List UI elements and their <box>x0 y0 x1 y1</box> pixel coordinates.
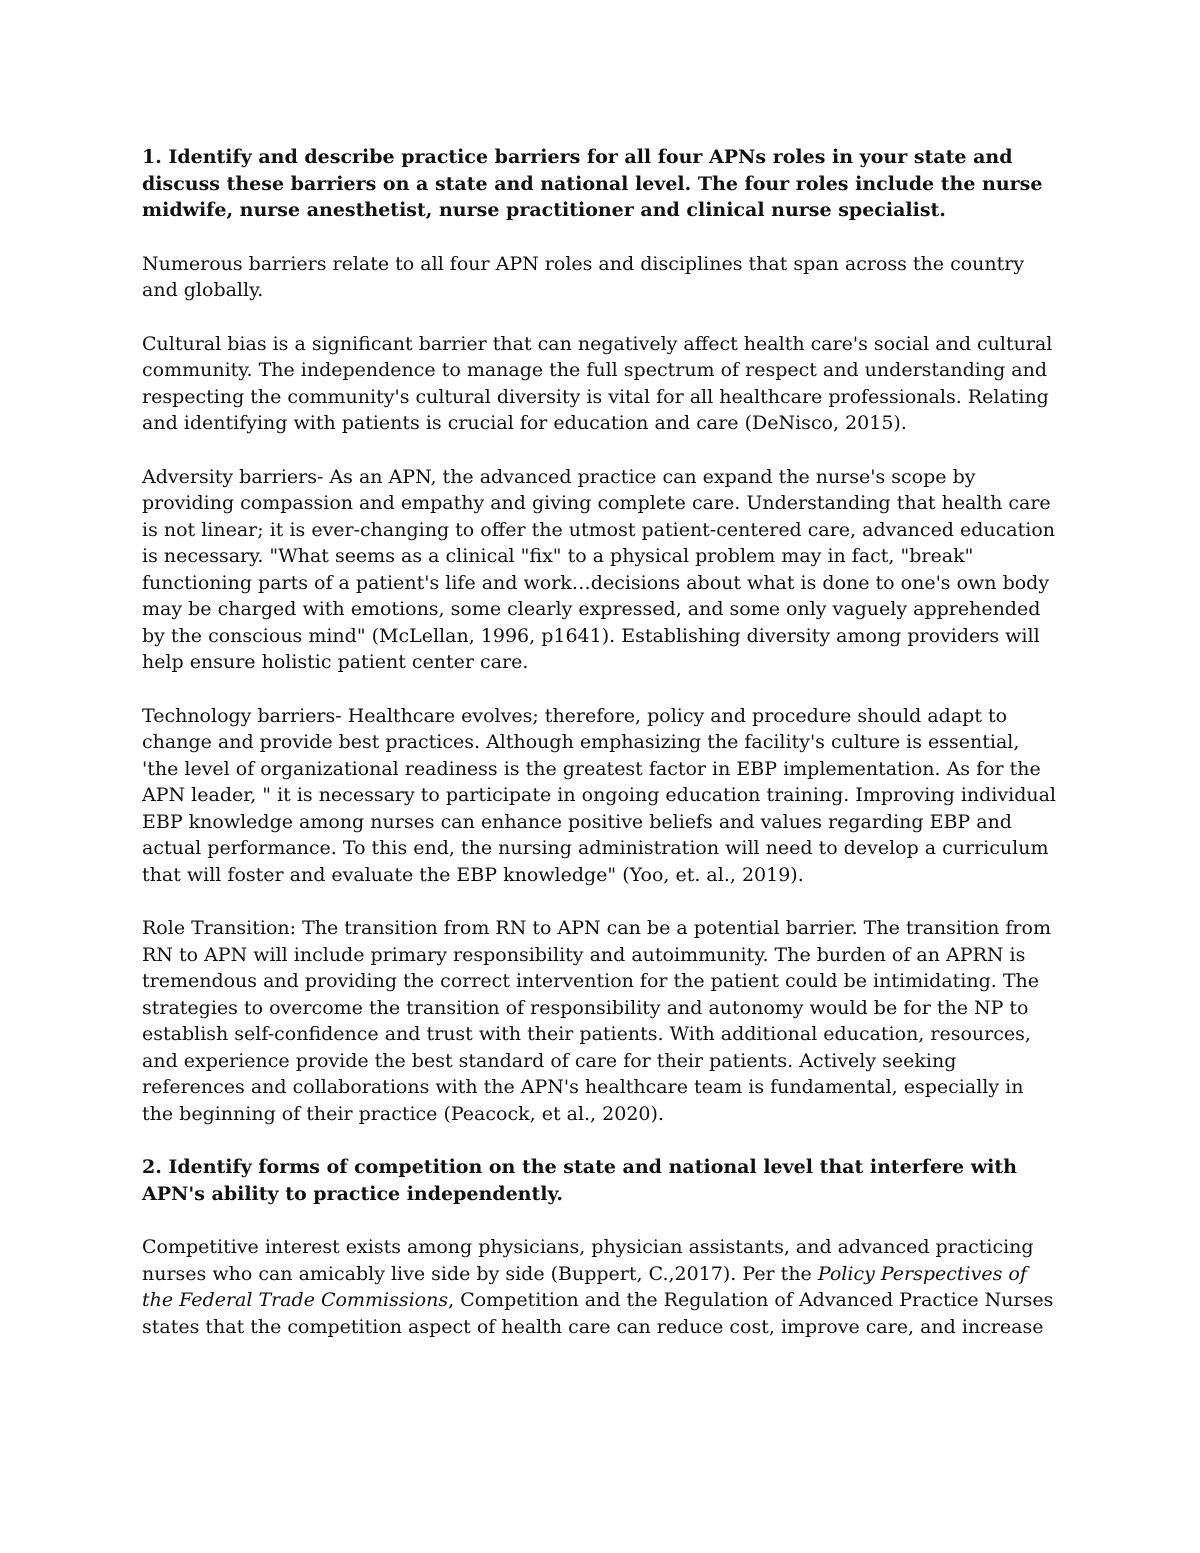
question-1-heading: 1. Identify and describe practice barriers for all four APNs roles in your state and discuss these barriers on a state and national level. The four roles include the nurse midwife, nurse anesthetist, nurse practitioner and clinical nurse specialist. <box>142 146 1043 221</box>
document-page <box>142 144 1060 1367</box>
paragraph-cultural-bias: Cultural bias is a significant barrier that can negatively affect health care's social and cultural community. The independence to manage the full spectrum of respect and understanding and respecting the community's cultural diversity is vital for all healthcare professionals. Relating and identifying with patients is crucial for education and care (DeNisco, 2015). <box>142 332 1053 434</box>
paragraph-competition-text-2: , Competition and the Regulation of Advanced Practice Nurses states that the competition aspect of health care can reduce cost, improve care, and increase <box>142 1289 1054 1338</box>
paragraph-technology-barriers: Technology barriers- Healthcare evolves; therefore, policy and procedure should adapt to change and provide best practices. Although emphasizing the facility's culture is essential, 'the level of organizational readiness is the greatest factor in EBP implementation. As for the APN leader, " it is necessary to participate in ongoing education training. Improving individual EBP knowledge among nurses can enhance positive beliefs and values regarding EBP and actual performance. To this end, the nursing administration will need to develop a curriculum that will foster and evaluate the EBP knowledge" (Yoo, et. al., 2019). <box>142 704 1056 886</box>
policy-title-italic: Policy Perspectives of the Federal Trade Commissions <box>142 1262 1027 1311</box>
paragraph-adversity-barriers: Adversity barriers- As an APN, the advanced practice can expand the nurse's scope by providing compassion and empathy and giving complete care. Understanding that health care is not linear; it is ever-changing to offer the utmost patient-centered care, advanced education is necessary. "What seems as a clinical "fix" to a physical problem may in fact, "break" functioning parts of a patient's life and work…decisions about what is done to one's own body may be charged with emotions, some clearly expressed, and some only vaguely apprehended by the conscious mind" (McLellan, 1996, p1641). Establishing diversity among providers will help ensure holistic patient center care. <box>142 465 1056 673</box>
paragraph-competition <box>142 1234 1060 1340</box>
paragraph-intro: Numerous barriers relate to all four APN roles and disciplines that span across the country and globally. <box>142 252 1025 301</box>
paragraph-competition-text-1: Competitive interest exists among physicians, physician assistants, and advanced practicing nurses who can amicably live side by side (Buppert, C.,2017). Per the <box>142 1236 1034 1285</box>
question-2-heading: 2. Identify forms of competition on the state and national level that interfere with APN's ability to practice independently. <box>142 1156 1017 1205</box>
paragraph-role-transition: Role Transition: The transition from RN to APN can be a potential barrier. The transition from RN to APN will include primary responsibility and autoimmunity. The burden of an APRN is tremendous and providing the correct intervention for the patient could be intimidating. The strategies to overcome the transition of responsibility and autonomy would be for the NP to establish self-confidence and trust with their patients. With additional education, resources, and experience provide the best standard of care for their patients. Actively seeking references and collaborations with the APN's healthcare team is fundamental, especially in the beginning of their practice (Peacock, et al., 2020). <box>142 917 1051 1125</box>
